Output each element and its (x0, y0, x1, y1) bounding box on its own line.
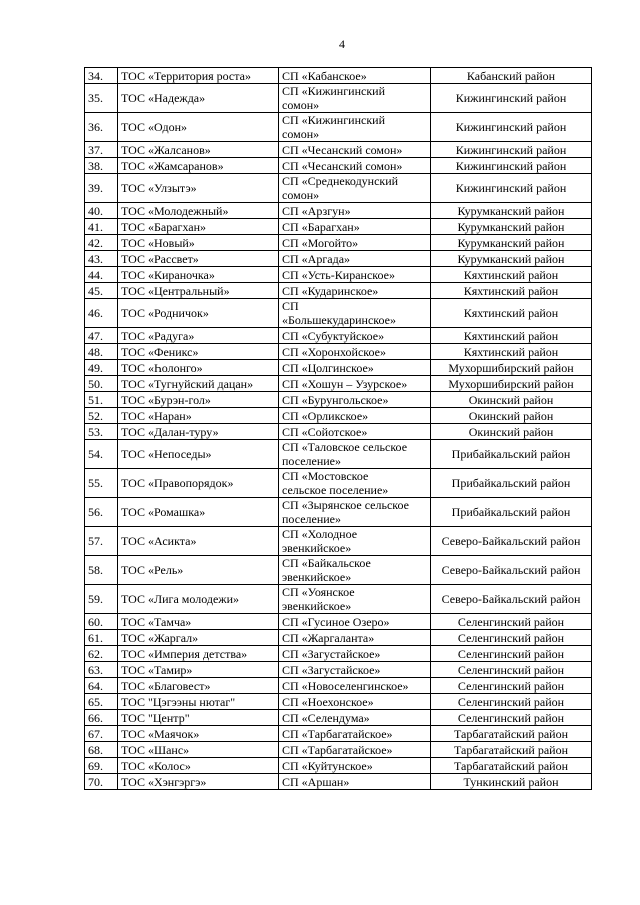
settlement-line: СП «Кударинское» (282, 283, 379, 298)
settlement-line: СП «Хоронхойское» (282, 344, 386, 359)
district-cell: Тарбагатайский район (431, 742, 592, 758)
tos-name-cell: ТОС «Империя детства» (118, 646, 279, 662)
table-row (85, 742, 592, 758)
settlement-cell (279, 203, 431, 219)
row-number-cell: 47. (85, 328, 118, 344)
table-row (85, 662, 592, 678)
district-cell: Селенгинский район (431, 630, 592, 646)
row-number-cell: 43. (85, 251, 118, 267)
settlement-cell (279, 614, 431, 630)
tos-name-cell: ТОС «Шанс» (118, 742, 279, 758)
settlement-cell (279, 498, 431, 527)
settlement-line: СП «Орликское» (282, 408, 369, 423)
table-row (85, 758, 592, 774)
table-row (85, 774, 592, 790)
district-cell: Селенгинский район (431, 646, 592, 662)
settlement-cell (279, 408, 431, 424)
tos-name-cell: ТОС «Жамсаранов» (118, 158, 279, 174)
district-cell: Кяхтинский район (431, 344, 592, 360)
row-number-cell: 36. (85, 113, 118, 142)
settlement-line: СП «Тарбагатайское» (282, 726, 393, 741)
tos-name-cell: ТОС «Надежда» (118, 84, 279, 113)
row-number-cell: 38. (85, 158, 118, 174)
row-number-cell: 51. (85, 392, 118, 408)
row-number-cell: 62. (85, 646, 118, 662)
row-number-cell: 42. (85, 235, 118, 251)
settlement-cell (279, 219, 431, 235)
settlement-cell (279, 424, 431, 440)
table-row (85, 219, 592, 235)
tos-name-cell: ТОС «Молодежный» (118, 203, 279, 219)
row-number-cell: 61. (85, 630, 118, 646)
row-number-cell: 50. (85, 376, 118, 392)
row-number-cell: 52. (85, 408, 118, 424)
tos-name-cell: ТОС «Непоседы» (118, 440, 279, 469)
tos-name-cell: ТОС "Центр" (118, 710, 279, 726)
district-cell: Селенгинский район (431, 694, 592, 710)
row-number-cell: 66. (85, 710, 118, 726)
settlement-cell (279, 556, 431, 585)
settlement-cell (279, 174, 431, 203)
table-row (85, 585, 592, 614)
settlement-cell (279, 328, 431, 344)
tos-name-cell: ТОС «Территория роста» (118, 68, 279, 84)
row-number-cell: 45. (85, 283, 118, 299)
district-cell: Кяхтинский район (431, 328, 592, 344)
settlement-line: СП «Субуктуйское» (282, 328, 385, 343)
tos-name-cell: ТОС «Феникс» (118, 344, 279, 360)
settlement-line: СП «Чесанский сомон» (282, 158, 403, 173)
district-cell: Кабанский район (431, 68, 592, 84)
row-number-cell: 60. (85, 614, 118, 630)
settlement-cell (279, 360, 431, 376)
table-row (85, 174, 592, 203)
settlement-line: СП «Загустайское» (282, 662, 381, 677)
district-cell: Селенгинский район (431, 662, 592, 678)
row-number-cell: 56. (85, 498, 118, 527)
tos-name-cell: ТОС «Бурэн-гол» (118, 392, 279, 408)
settlement-cell (279, 299, 431, 328)
table-row (85, 360, 592, 376)
row-number-cell: 34. (85, 68, 118, 84)
settlement-cell (279, 392, 431, 408)
district-cell: Кижингинский район (431, 113, 592, 142)
settlement-cell (279, 68, 431, 84)
settlement-cell (279, 527, 431, 556)
settlement-cell (279, 758, 431, 774)
settlement-cell (279, 251, 431, 267)
settlement-cell (279, 694, 431, 710)
settlement-cell (279, 742, 431, 758)
district-cell: Кижингинский район (431, 174, 592, 203)
tos-name-cell: ТОС "Цэгээны нютаг" (118, 694, 279, 710)
tos-name-cell: ТОС «Хэнгэргэ» (118, 774, 279, 790)
tos-name-cell: ТОС «Ромашка» (118, 498, 279, 527)
table-row (85, 68, 592, 84)
settlement-line: СП «Таловское сельское (282, 440, 408, 454)
tos-name-cell: ТОС «Һолонго» (118, 360, 279, 376)
table-row (85, 614, 592, 630)
table-body (85, 68, 592, 790)
table-row (85, 556, 592, 585)
district-cell: Северо-Байкальский район (431, 556, 592, 585)
district-cell: Прибайкальский район (431, 498, 592, 527)
table-row (85, 678, 592, 694)
settlement-cell (279, 283, 431, 299)
district-cell: Кижингинский район (431, 142, 592, 158)
row-number-cell: 69. (85, 758, 118, 774)
settlement-line: эвенкийское» (282, 599, 352, 613)
district-cell: Селенгинский район (431, 710, 592, 726)
district-cell: Мухоршибирский район (431, 376, 592, 392)
settlement-line: СП «Селендума» (282, 710, 370, 725)
settlement-line: СП «Загустайское» (282, 646, 381, 661)
tos-name-cell: ТОС «Центральный» (118, 283, 279, 299)
settlement-cell (279, 630, 431, 646)
row-number-cell: 41. (85, 219, 118, 235)
row-number-cell: 54. (85, 440, 118, 469)
settlement-cell (279, 469, 431, 498)
tos-name-cell: ТОС «Одон» (118, 113, 279, 142)
table-row (85, 251, 592, 267)
settlement-line: эвенкийское» (282, 570, 352, 584)
tos-name-cell: ТОС «Радуга» (118, 328, 279, 344)
row-number-cell: 70. (85, 774, 118, 790)
table-row (85, 283, 592, 299)
district-cell: Тункинский район (431, 774, 592, 790)
settlement-line: СП «Усть-Киранское» (282, 267, 395, 282)
table-row (85, 267, 592, 283)
row-number-cell: 59. (85, 585, 118, 614)
tos-name-cell: ТОС «Асикта» (118, 527, 279, 556)
tos-name-cell: ТОС «Новый» (118, 235, 279, 251)
row-number-cell: 63. (85, 662, 118, 678)
table-row (85, 392, 592, 408)
settlement-line: СП «Цолгинское» (282, 360, 374, 375)
row-number-cell: 44. (85, 267, 118, 283)
settlement-cell (279, 235, 431, 251)
district-cell: Прибайкальский район (431, 440, 592, 469)
settlement-line: СП «Жаргаланта» (282, 630, 375, 645)
row-number-cell: 67. (85, 726, 118, 742)
tos-name-cell: ТОС «Жаргал» (118, 630, 279, 646)
settlement-line: СП «Арзгун» (282, 203, 351, 218)
settlement-line: поселение» (282, 512, 342, 526)
settlement-line: СП «Ноехонское» (282, 694, 374, 709)
table-row (85, 440, 592, 469)
tos-name-cell: ТОС «Лига молодежи» (118, 585, 279, 614)
row-number-cell: 48. (85, 344, 118, 360)
settlement-cell (279, 662, 431, 678)
row-number-cell: 65. (85, 694, 118, 710)
settlement-cell (279, 678, 431, 694)
settlement-line: СП «Новоселенгинское» (282, 678, 409, 693)
settlement-line: СП (282, 299, 299, 313)
district-cell: Кяхтинский район (431, 267, 592, 283)
settlement-line: СП «Бурунгольское» (282, 392, 389, 407)
settlement-line: СП «Байкальское (282, 556, 371, 570)
district-cell: Курумканский район (431, 219, 592, 235)
district-cell: Кижингинский район (431, 84, 592, 113)
table-row (85, 376, 592, 392)
tos-name-cell: ТОС «Улзытэ» (118, 174, 279, 203)
settlement-line: сомон» (282, 188, 320, 202)
settlement-line: сомон» (282, 127, 320, 141)
table-row (85, 694, 592, 710)
table-row (85, 235, 592, 251)
settlement-cell (279, 726, 431, 742)
tos-table (84, 67, 592, 790)
row-number-cell: 68. (85, 742, 118, 758)
table-row (85, 142, 592, 158)
settlement-line: СП «Кижингинский (282, 113, 385, 127)
district-cell: Окинский район (431, 408, 592, 424)
table-row (85, 158, 592, 174)
settlement-line: СП «Куйтунское» (282, 758, 373, 773)
row-number-cell: 40. (85, 203, 118, 219)
district-cell: Северо-Байкальский район (431, 527, 592, 556)
district-cell: Кяхтинский район (431, 283, 592, 299)
settlement-line: СП «Чесанский сомон» (282, 142, 403, 157)
table-row (85, 84, 592, 113)
settlement-line: сомон» (282, 98, 320, 112)
district-cell: Прибайкальский район (431, 469, 592, 498)
settlement-cell (279, 440, 431, 469)
table-row (85, 726, 592, 742)
settlement-cell (279, 84, 431, 113)
row-number-cell: 57. (85, 527, 118, 556)
settlement-line: СП «Барагхан» (282, 219, 360, 234)
district-cell: Кяхтинский район (431, 299, 592, 328)
district-cell: Северо-Байкальский район (431, 585, 592, 614)
settlement-line: СП «Аршан» (282, 774, 350, 789)
tos-name-cell: ТОС «Рель» (118, 556, 279, 585)
settlement-line: СП «Могойто» (282, 235, 359, 250)
district-cell: Тарбагатайский район (431, 758, 592, 774)
settlement-line: СП «Хошун – Узурское» (282, 376, 408, 391)
tos-name-cell: ТОС «Маячок» (118, 726, 279, 742)
settlement-line: СП «Сойотское» (282, 424, 368, 439)
table-row (85, 299, 592, 328)
settlement-cell (279, 142, 431, 158)
tos-name-cell: ТОС «Барагхан» (118, 219, 279, 235)
tos-name-cell: ТОС «Благовест» (118, 678, 279, 694)
row-number-cell: 46. (85, 299, 118, 328)
table-row (85, 424, 592, 440)
district-cell: Окинский район (431, 424, 592, 440)
table-row (85, 527, 592, 556)
row-number-cell: 53. (85, 424, 118, 440)
tos-name-cell: ТОС «Тугнуйский дацан» (118, 376, 279, 392)
settlement-line: «Большекударинское» (282, 313, 396, 327)
district-cell: Кижингинский район (431, 158, 592, 174)
settlement-cell (279, 158, 431, 174)
settlement-cell (279, 774, 431, 790)
settlement-line: СП «Кабанское» (282, 68, 367, 83)
tos-name-cell: ТОС «Правопорядок» (118, 469, 279, 498)
settlement-line: СП «Зырянское сельское (282, 498, 409, 512)
settlement-line: СП «Уоянское (282, 585, 355, 599)
district-cell: Окинский район (431, 392, 592, 408)
tos-name-cell: ТОС «Кираночка» (118, 267, 279, 283)
tos-name-cell: ТОС «Родничок» (118, 299, 279, 328)
table-row (85, 498, 592, 527)
tos-name-cell: ТОС «Колос» (118, 758, 279, 774)
row-number-cell: 39. (85, 174, 118, 203)
row-number-cell: 49. (85, 360, 118, 376)
settlement-line: эвенкийское» (282, 541, 352, 555)
district-cell: Курумканский район (431, 203, 592, 219)
settlement-cell (279, 585, 431, 614)
table-row (85, 203, 592, 219)
settlement-line: СП «Мостовское (282, 469, 369, 483)
row-number-cell: 35. (85, 84, 118, 113)
table-row (85, 469, 592, 498)
table-row (85, 113, 592, 142)
table-row (85, 344, 592, 360)
settlement-line: сельское поселение» (282, 483, 389, 497)
tos-name-cell: ТОС «Тамир» (118, 662, 279, 678)
settlement-line: СП «Гусиное Озеро» (282, 614, 390, 629)
table-row (85, 328, 592, 344)
district-cell: Курумканский район (431, 251, 592, 267)
row-number-cell: 37. (85, 142, 118, 158)
tos-name-cell: ТОС «Рассвет» (118, 251, 279, 267)
row-number-cell: 58. (85, 556, 118, 585)
row-number-cell: 55. (85, 469, 118, 498)
table-row (85, 710, 592, 726)
settlement-cell (279, 646, 431, 662)
district-cell: Курумканский район (431, 235, 592, 251)
row-number-cell: 64. (85, 678, 118, 694)
settlement-line: СП «Кижингинский (282, 84, 385, 98)
settlement-cell (279, 376, 431, 392)
page-number: 4 (339, 37, 345, 51)
table-row (85, 408, 592, 424)
table-row (85, 630, 592, 646)
tos-name-cell: ТОС «Жалсанов» (118, 142, 279, 158)
table-row (85, 646, 592, 662)
settlement-line: СП «Тарбагатайское» (282, 742, 393, 757)
settlement-cell (279, 710, 431, 726)
district-cell: Мухоршибирский район (431, 360, 592, 376)
district-cell: Тарбагатайский район (431, 726, 592, 742)
settlement-cell (279, 344, 431, 360)
settlement-line: СП «Среднекодунский (282, 174, 399, 188)
tos-name-cell: ТОС «Тамча» (118, 614, 279, 630)
settlement-cell (279, 113, 431, 142)
district-cell: Селенгинский район (431, 678, 592, 694)
settlement-line: поселение» (282, 454, 342, 468)
tos-name-cell: ТОС «Наран» (118, 408, 279, 424)
settlement-line: СП «Аргада» (282, 251, 351, 266)
settlement-cell (279, 267, 431, 283)
tos-name-cell: ТОС «Далан-туру» (118, 424, 279, 440)
settlement-line: СП «Холодное (282, 527, 358, 541)
district-cell: Селенгинский район (431, 614, 592, 630)
